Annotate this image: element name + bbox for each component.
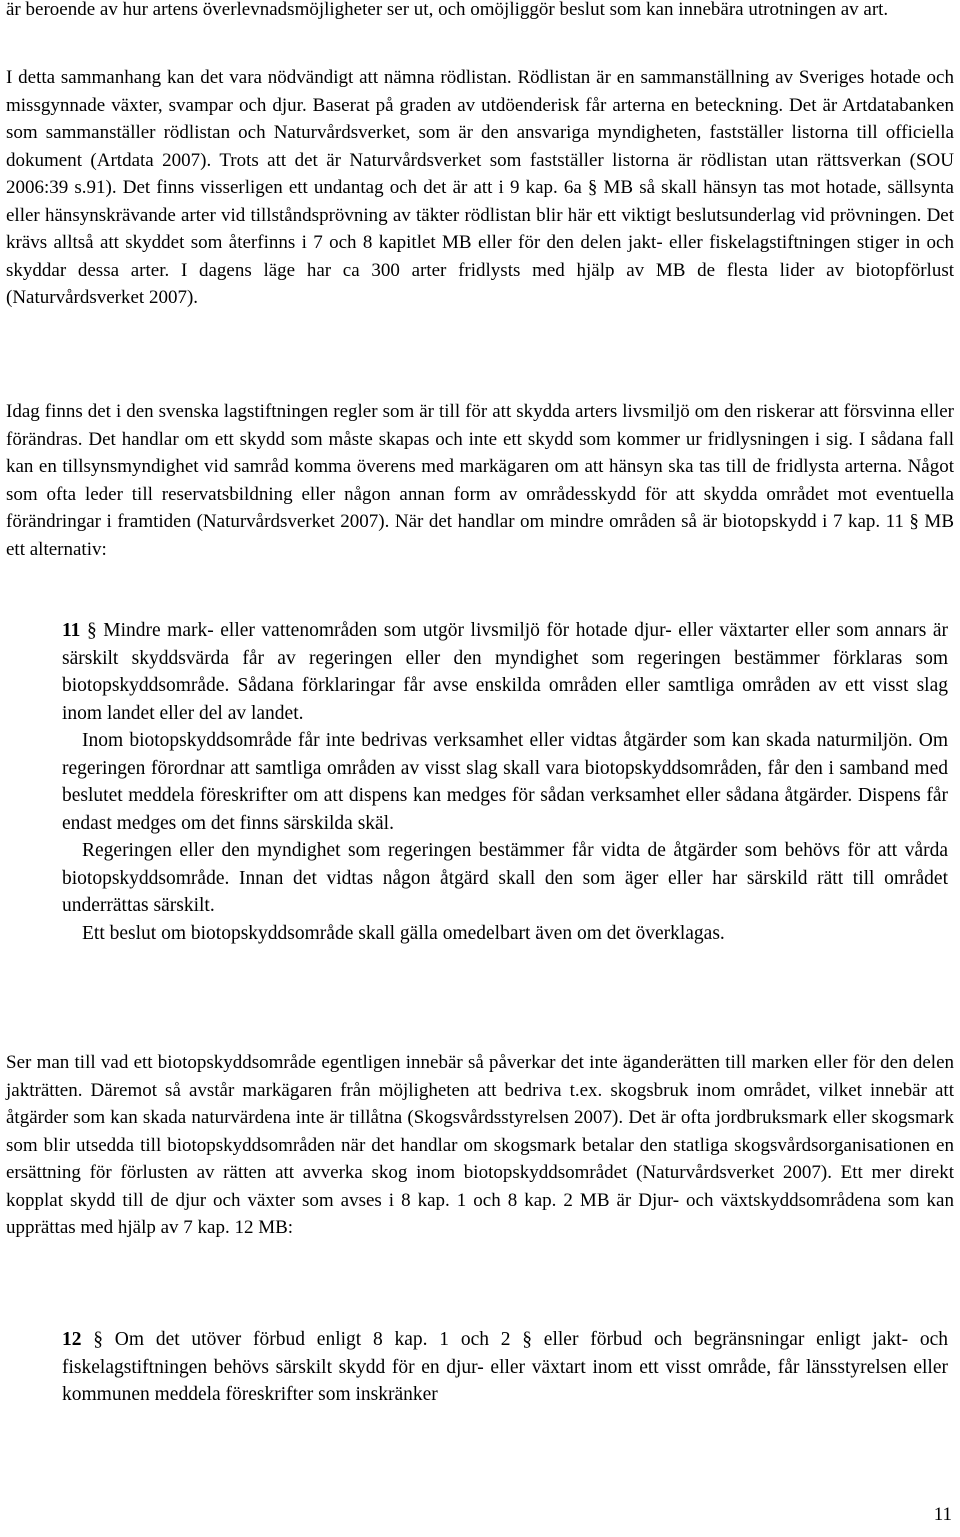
paragraph-4: Ser man till vad ett biotopskyddsområde egentligen innebär så påverkar det inte äganderätten till marken eller för den delen jakträtten. Däremot så avstår markägaren från möjligheten att bedriva t.ex. skogsbruk inom området, vilket innebär att åtgärder som kan skada naturvärdena inte är tillåtna (Skogsvårdsstyrelsen 2007). Det är ofta jordbruksmark eller skogsmark som blir utsedda till biotopskyddsområden när det handlar om skogsmark betalar den statliga skogsvårdsorganisationen en ersättning för förlusten av rätten att avverka skog inom biotopskyddsområdet (Naturvårdsverket 2007). Ett mer direkt kopplat skydd till de djur och växter som avses i 8 kap. 1 och 8 kap. 2 MB är Djur- och växtskyddsområdena som kan upprättas med hjälp av 7 kap. 12 MB: [6,1052,954,1238]
law-quote-7-11 [62,617,948,947]
quote-2-text: Om det utöver förbud enligt 8 kap. 1 och 2 § eller förbud och begränsningar enligt jakt- och fiskelagstiftningen behövs särskilt skydd för en djur- eller växtart inom ett visst område, får länsstyrelsen eller kommunen meddela föreskrifter som inskränker [62,1329,948,1405]
quote-1-line-1: Mindre mark- eller vattenområden som utgör livsmiljö för hotade djur- eller växtarter eller som annars är särskilt skyddsvärda får av regeringen eller den myndighet som regeringen bestämmer förklaras som biotopskyddsområde. Sådana förklaringar får avse enskilda områden eller samtliga områden av ett visst slag inom landet eller del av landet. [62,620,949,724]
law-quote-7-12 [62,1326,948,1409]
section-sign: § [86,620,97,641]
section-number: 12 [62,1329,82,1350]
paragraph-1: är beroende av hur artens överlevnadsmöjligheter ser ut, och omöjliggör beslut som kan innebära utrotningen av art. [6,0,889,20]
section-sign: § [93,1329,104,1350]
paragraph-3: Idag finns det i den svenska lagstiftningen regler som är till för att skydda arters livsmiljö om den riskerar att försvinna eller förändras. Det handlar om ett skydd som måste skapas och inte ett skydd som kommer ur fridlysningen i sig. I sådana fall kan en tillsynsmyndighet vid samråd komma överens med markägaren om att hänsyn ska tas till de fridlysta arterna. Något som ofta leder till reservatsbildning eller någon annan form av områdesskydd för att skydda området mot eventuella förändringar i framtiden (Naturvårdsverket 2007). När det handlar om mindre områden så är biotopskydd i 7 kap. 11 § MB ett alternativ: [6,401,954,560]
section-number: 11 [62,620,81,641]
quote-1-line-3: Regeringen eller den myndighet som regeringen bestämmer får vidta de åtgärder som behövs för att vårda biotopskyddsområde. Innan det vidtas någon åtgärd skall den som äger eller har särskild rätt till området underrättas särskilt. [62,840,948,916]
quote-1-line-4: Ett beslut om biotopskyddsområde skall gälla omedelbart även om det överklagas. [82,922,725,944]
quote-1-first [62,617,948,727]
quote-1-line-2: Inom biotopskyddsområde får inte bedrivas verksamhet eller vidtas åtgärder som kan skada naturmiljön. Om regeringen förordnar att samtliga områden av visst slag skall vara biotopskyddsområden, får den i samband med beslutet meddela föreskrifter om att dispens kan medges för sådan verksamhet eller sådana åtgärder. Dispens får endast medges om det finns särskilda skäl. [62,730,948,834]
quote-2-first [62,1326,948,1409]
page-number: 11 [933,1504,952,1525]
paragraph-2: I detta sammanhang kan det vara nödvändigt att nämna rödlistan. Rödlistan är en sammanställning av Sveriges hotade och missgynnade växter, svampar och djur. Baserat på graden av utdöenderisk får arterna en beteckning. Det är Artdatabanken som sammanställer rödlistan och Naturvårdsverket, som är den ansvariga myndigheten, fastställer listorna till officiella dokument (Artdata 2007). Trots att det är Naturvårdsverket som fastställer listorna är rödlistan utan rättsverkan (SOU 2006:39 s.91). Det finns visserligen ett undantag och det är att i 9 kap. 6a § MB så skall hänsyn tas mot hotade, sällsynta eller hänsynskrävande arter vid tillståndsprövning av täkter rödlistan blir här ett viktigt beslutsunderlag vid prövningen. Det krävs alltså att skyddet som återfinns i 7 och 8 kapitlet MB eller för den delen jakt- eller fiskelagstiftningen stiger in och skyddar dessa arter. I dagens läge har ca 300 arter fridlysts med hjälp av MB de flesta lider av biotopförlust (Naturvårdsverket 2007). [6,67,954,308]
